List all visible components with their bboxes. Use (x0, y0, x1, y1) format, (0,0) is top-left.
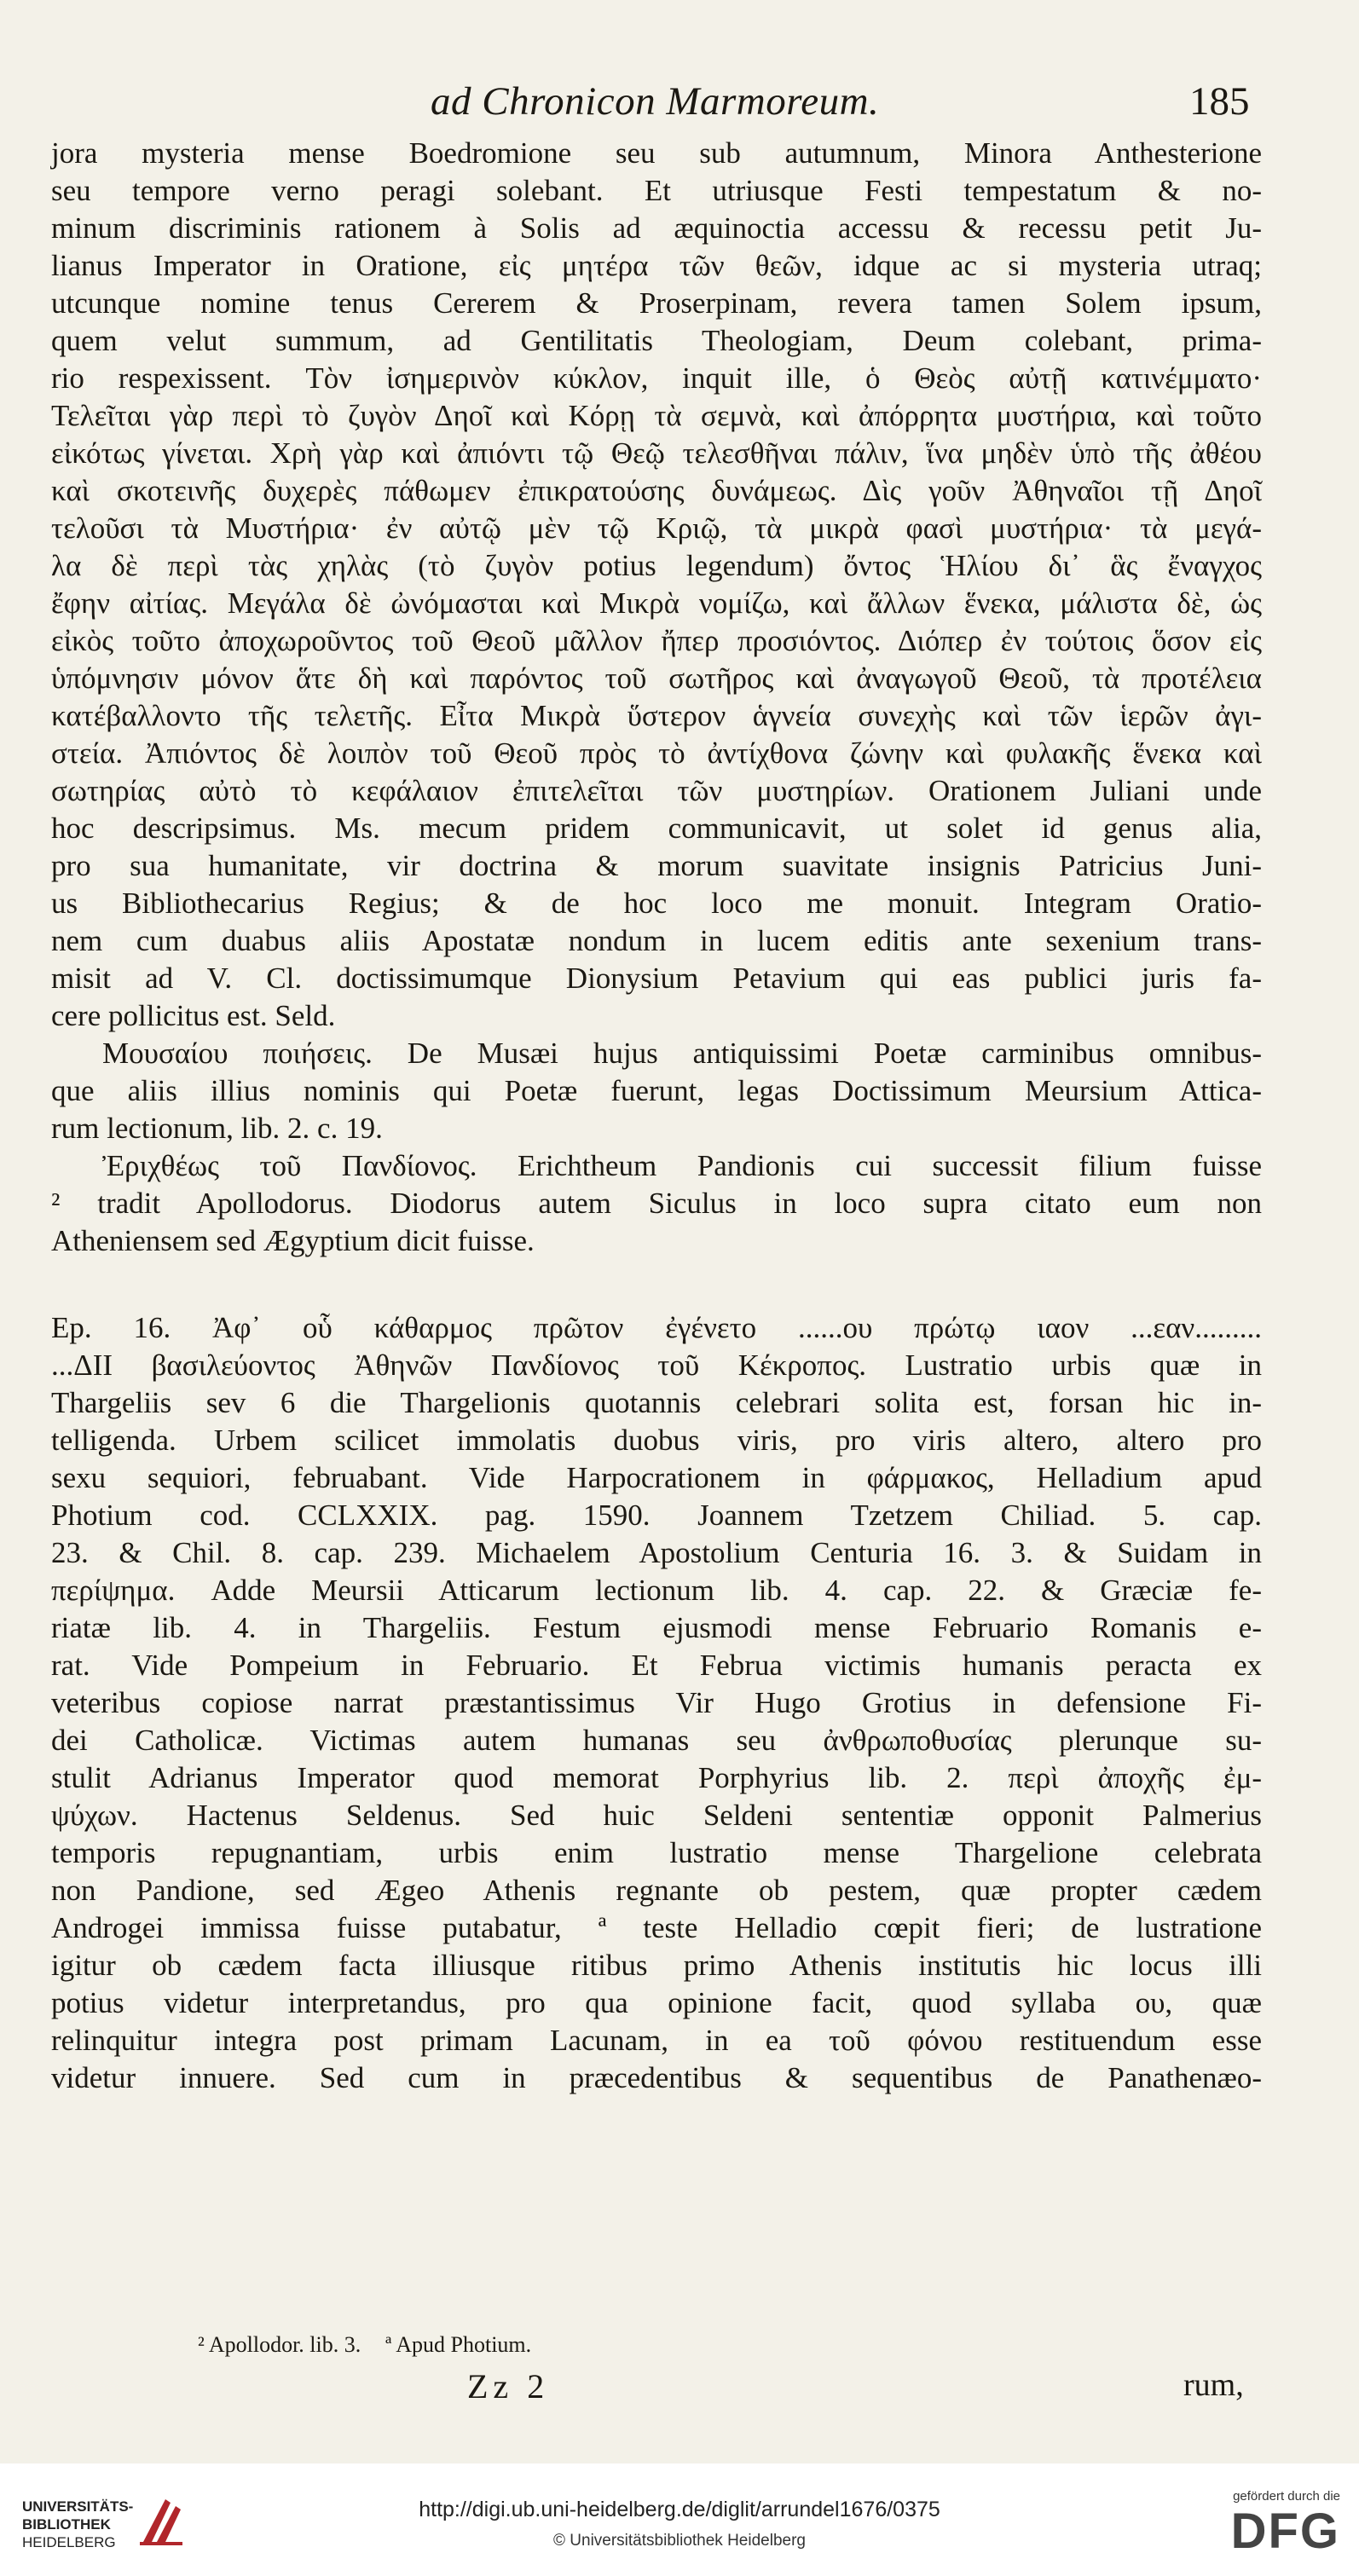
text-line: Atheniensem sed Ægyptium dicit fuisse. (51, 1224, 535, 1257)
text-line: us Bibliothecarius Regius; & de hoc loco me monuit. Integram Oratio- (51, 887, 1262, 920)
text-line: riatæ lib. 4. in Thargeliis. Festum ejusmodi mense Februario Romanis e- (51, 1611, 1262, 1644)
text-line: cere pollicitus est. Seld. (51, 999, 336, 1032)
text-line: sexu sequiori, februabant. Vide Harpocrationem in φάρμακος, Helladium apud (51, 1461, 1262, 1494)
text-line: ὑπόμνησιν μόνον ἅτε δὴ καὶ παρόντος τοῦ σωτῆρος καὶ ἀναγωγοῦ Θεοῦ, τὰ προτέλεια (51, 661, 1262, 695)
text-line: Μουσαίου ποιήσεις. De Musæi hujus antiquissimi Poetæ carminibus omnibus- (102, 1037, 1262, 1070)
text-line: misit ad V. Cl. doctissimumque Dionysium Petavium qui eas publici juris fa- (51, 962, 1262, 995)
permalink-url[interactable]: http://digi.ub.uni-heidelberg.de/diglit/arrundel1676/0375 (419, 2498, 940, 2521)
signature-mark: Zz 2 (467, 2367, 550, 2406)
paragraph-epoch-16 (51, 1309, 1262, 2097)
text-line: ² tradit Apollodorus. Diodorus autem Siculus in loco supra citato eum non (51, 1187, 1262, 1220)
text-line: Τελεῖται γὰρ περὶ τὸ ζυγὸν Δηοῖ καὶ Κόρῃ τὰ σεμνὰ, καὶ ἀπόρρητα μυστήρια, καὶ τοῦτο (51, 399, 1262, 432)
section-gap (51, 1260, 1262, 1309)
running-title: ad Chronicon Marmoreum. (431, 79, 880, 124)
text-line: utcunque nomine tenus Cererem & Proserpinam, revera tamen Solem ipsum, (51, 286, 1262, 320)
library-name-line: BIBLIOTHEK (22, 2516, 111, 2533)
text-line: ...ΔΙΙ βασιλεύοντος Ἀθηνῶν Πανδίονος τοῦ Κέκροπος. Lustratio urbis quæ in (51, 1349, 1262, 1382)
text-line: Thargeliis sev 6 die Thargelionis quotannis celebrari solita est, forsan hic in- (51, 1386, 1262, 1419)
footnote-apollodorus: ² Apollodor. lib. 3. (198, 2332, 361, 2357)
text-line: lianus Imperator in Oratione, εἰς μητέρα τῶν θεῶν, idque ac si mysteria utraq; (51, 249, 1262, 282)
text-line: Androgei immissa fuisse putabatur, ª teste Helladio cœpit fieri; de lustratione (51, 1911, 1262, 1944)
text-line: non Pandione, sed Ægeo Athenis regnante ob pestem, quæ propter cædem (51, 1874, 1262, 1907)
text-line: στεία. Ἀπιόντος δὲ λοιπὸν τοῦ Θεοῦ πρὸς τὸ ἀντίχθονα ζώνην καὶ φυλακῆς ἕνεκα καὶ (51, 736, 1262, 770)
page-header (0, 78, 1359, 138)
text-line: veteribus copiose narrat præstantissimus Vir Hugo Grotius in defensione Fi- (51, 1686, 1262, 1719)
text-line: λα δὲ περὶ τὰς χηλὰς (τὸ ζυγὸν potius legendum) ὄντος Ἡλίου δι᾽ ἃς ἔναγχος (51, 549, 1262, 582)
text-line: quem velut summum, ad Gentilitatis Theologiam, Deum colebant, prima- (51, 324, 1262, 357)
text-line: Ἐριχθέως τοῦ Πανδίονος. Erichtheum Pandionis cui successit filium fuisse (102, 1149, 1262, 1182)
text-line: temporis repugnantiam, urbis enim lustratio mense Thargelione celebrata (51, 1836, 1262, 1869)
text-line: εἰκὸς τοῦτο ἀποχωροῦντος τοῦ Θεοῦ μᾶλλον ἤπερ προσιόντος. Διόπερ ἐν τούτοις ὅσον εἰς (51, 624, 1262, 657)
text-line: seu tempore verno peragi solebant. Et utriusque Festi tempestatum & no- (51, 174, 1262, 207)
text-line: pro sua humanitate, vir doctrina & morum suavitate insignis Patricius Juni- (51, 849, 1262, 882)
text-line: rat. Vide Pompeium in Februario. Et Februa victimis humanis peracta ex (51, 1649, 1262, 1682)
text-line: videtur innuere. Sed cum in præcedentibus & sequentibus de Panathenæo- (51, 2061, 1262, 2094)
text-line: hoc descripsimus. Ms. mecum pridem communicavit, ut solet id genus alia, (51, 811, 1262, 845)
body-text (51, 135, 1262, 2097)
text-line: ἔφην αἰτίας. Μεγάλα δὲ ὠνόμασται καὶ Μικρὰ νομίζω, καὶ ἄλλων ἕνεκα, μάλιστα δὲ, ὡς (51, 586, 1262, 620)
paragraph-musaeus (51, 1035, 1262, 1147)
text-line: rio respexissent. Τὸν ἰσημερινὸν κύκλον, inquit ille, ὁ Θεὸς αὐτῇ κατινέμματο· (51, 361, 1262, 395)
text-line: περίψημα. Adde Meursii Atticarum lectionum lib. 4. cap. 22. & Græciæ fe- (51, 1574, 1262, 1607)
text-line: minum discriminis rationem à Solis ad æquinoctia accessu & recessu petit Ju- (51, 211, 1262, 245)
text-line: jora mysteria mense Boedromione seu sub autumnum, Minora Anthesterione (51, 136, 1262, 170)
text-line: potius videtur interpretandus, pro qua opinione facit, quod syllaba ου, quæ (51, 1986, 1262, 2019)
footnote-photius: ª Apud Photium. (385, 2332, 532, 2357)
text-line: telligenda. Urbem scilicet immolatis duobus viris, pro viris altero, altero pro (51, 1424, 1262, 1457)
library-name-line: UNIVERSITÄTS- (22, 2498, 134, 2515)
viewer-footer (0, 2463, 1359, 2576)
catchword: rum, (1183, 2367, 1244, 2403)
text-line: Photium cod. CCLXXIX. pag. 1590. Joannem Tzetzem Chiliad. 5. cap. (51, 1499, 1262, 1532)
text-line: καὶ σκοτεινῆς δυχερὲς πάθωμεν ἐπικρατούσης δυνάμεως. Δὶς γοῦν Ἀθηναῖοι τῇ Δηοῖ (51, 474, 1262, 507)
text-line: ψύχων. Hactenus Seldenus. Sed huic Seldeni sententiæ opponit Palmerius (51, 1799, 1262, 1832)
library-city: HEIDELBERG (22, 2534, 116, 2550)
text-line: que aliis illius nominis qui Poetæ fuerunt, legas Doctissimum Meursium Attica- (51, 1074, 1262, 1107)
text-line: relinquitur integra post primam Lacunam, in ea τοῦ φόνου restituendum esse (51, 2024, 1262, 2057)
text-line: dei Catholicæ. Victimas autem humanas seu ἀνθρωποθυσίας plerunque su- (51, 1724, 1262, 1757)
text-line: 23. & Chil. 8. cap. 239. Michaelem Apostolium Centuria 16. 3. & Suidam in (51, 1536, 1262, 1569)
text-line: εἰκότως γίνεται. Χρὴ γὰρ καὶ ἀπιόντι τῷ Θεῷ τελεσθῆναι πάλιν, ἵνα μηδὲν ὑπὸ τῆς ἀθέου (51, 436, 1262, 470)
funder-block[interactable] (1204, 2489, 1340, 2560)
text-line: τελοῦσι τὰ Μυστήρια· ἐν αὐτῷ μὲν τῷ Κριῷ, τὰ μικρὰ φασὶ μυστήρια· τὰ μεγά- (51, 511, 1262, 545)
text-line: κατέβαλλοντο τῆς τελετῆς. Εἶτα Μικρὰ ὕστερον ἁγνεία συνεχὴς καὶ τῶν ἱερῶν ἀγι- (51, 699, 1262, 732)
text-line: stulit Adrianus Imperator quod memorat Porphyrius lib. 2. περὶ ἀποχῆς ἐμ- (51, 1761, 1262, 1794)
text-line: σωτηρίας αὐτὸ τὸ κεφάλαιον ἐπιτελεῖται τῶν μυστηρίων. Orationem Juliani unde (51, 774, 1262, 807)
text-line: nem cum duabus aliis Apostatæ nondum in lucem editis ante sexenium trans- (51, 924, 1262, 957)
text-line: Ep. 16. Ἀφ᾽ οὗ κάθαρμος πρῶτον ἐγένετο ......ου πρώτῳ ιαον ...εαν......... (51, 1311, 1262, 1344)
copyright-notice: © Universitätsbibliothek Heidelberg (553, 2532, 806, 2550)
paragraph-erichtheus (51, 1147, 1262, 1260)
page-number: 185 (1189, 79, 1250, 124)
paragraph-julian (51, 135, 1262, 1035)
funder-label: gefördert durch die (1233, 2489, 1340, 2504)
dfg-logo: DFG (1230, 2504, 1340, 2559)
text-line: igitur ob cædem facta illiusque ritibus primo Athenis institutis hic locus illi (51, 1949, 1262, 1982)
text-line: rum lectionum, lib. 2. c. 19. (51, 1112, 383, 1145)
